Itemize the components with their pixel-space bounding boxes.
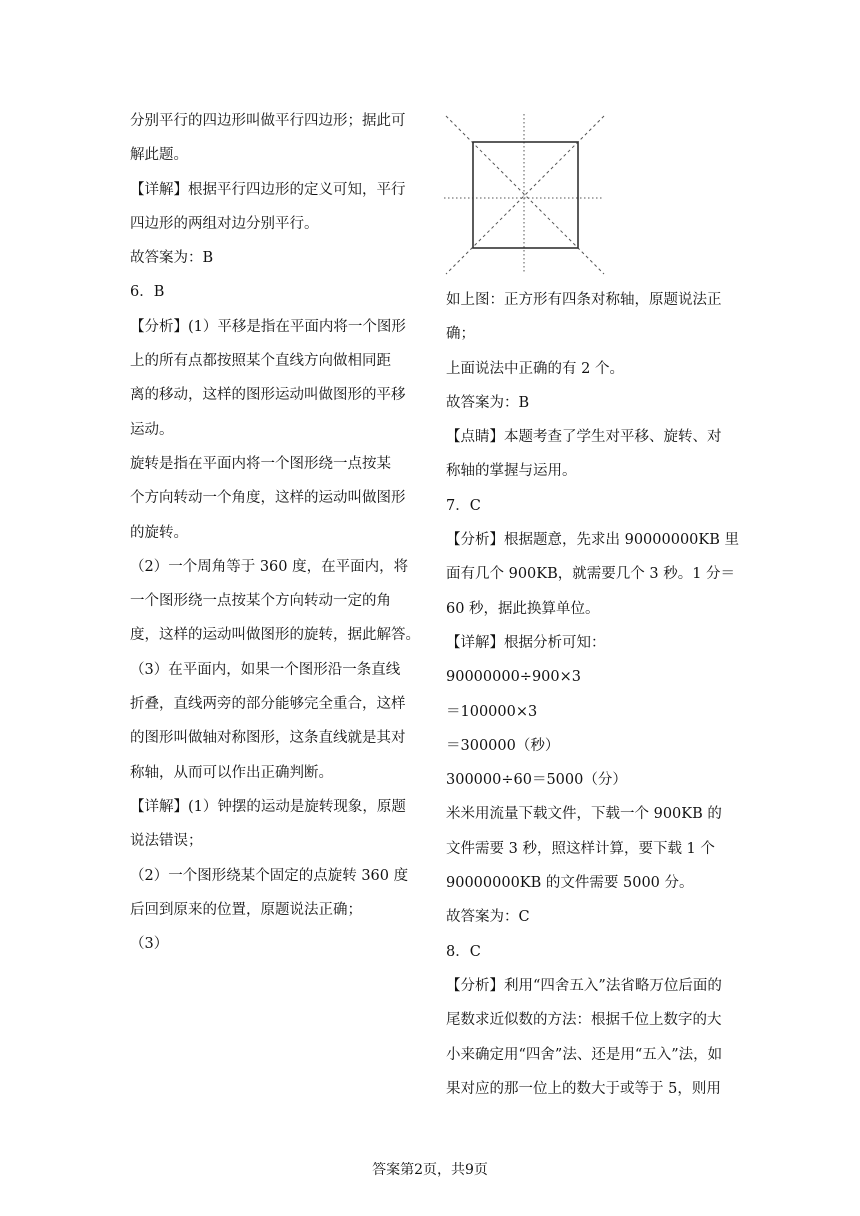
left-text-line: 上的所有点都按照某个直线方向做相同距 [130,353,391,370]
left-text-line: 分别平行的四边形叫做平行四边形；据此可 [130,113,406,129]
right-text-line: 果对应的那一位上的数大于或等于 5，则用 [446,1080,721,1097]
left-text-line: （2）一个周角等于 360 度，在平面内，将 [130,558,409,575]
left-text-line: （3） [130,936,169,953]
left-text-line: 【详解】(1）钟摆的运动是旋转现象，原题 [130,798,406,815]
diagonal-axis-1 [446,116,604,274]
right-text-line: 【分析】利用“四舍五入”法省略万位后面的 [446,977,722,994]
right-text-line: 米米用流量下载文件，下载一个 900KB 的 [446,806,722,823]
right-text-line: 如上图：正方形有四条对称轴，原题说法正 [446,292,722,308]
right-text-line: 文件需要 3 秒，照这样计算，要下载 1 个 [446,840,715,857]
left-text-line: 称轴，从而可以作出正确判断。 [130,764,333,781]
left-text-line: 6．B [130,284,165,301]
left-text-line: 一个图形绕一点按某个方向转动一定的角 [130,593,391,610]
right-text-line: 面有几个 900KB，就需要几个 3 秒。1 分＝ [446,566,736,583]
left-text-line: 的旋转。 [130,524,188,541]
square-symmetry-axes-figure [444,112,608,276]
right-text-line: 300000÷60＝5000（分） [446,772,627,789]
right-text-line: 故答案为：B [446,394,530,411]
left-text-line: 故答案为：B [130,250,214,267]
left-text-line: 折叠，直线两旁的部分能够完全重合，这样 [130,696,406,713]
right-text-line: 【详解】根据分析可知： [446,634,606,651]
right-text-line: 确； [446,326,475,343]
left-text-line: （3）在平面内，如果一个图形沿一条直线 [130,661,401,678]
left-text-line: 四边形的两组对边分别平行。 [130,215,319,232]
left-text-line: （2）一个图形绕某个固定的点旋转 360 度 [130,867,409,884]
right-text-line: 小来确定用“四舍”法、还是用“五入”法，如 [446,1046,723,1063]
left-text-line: 的图形叫做轴对称图形，这条直线就是其对 [130,730,406,747]
diagonal-axis-2 [446,116,604,274]
left-text-line: 个方向转动一个角度，这样的运动叫做图形 [130,490,406,507]
right-text-line: 称轴的掌握与运用。 [446,463,577,480]
right-column [446,283,740,1106]
left-text-line: 解此题。 [130,147,188,164]
page-footer: 答案第2页，共9页 [372,1162,488,1178]
right-text-line: 上面说法中正确的有 2 个。 [446,360,624,377]
left-text-line: 【分析】(1）平移是指在平面内将一个图形 [130,318,406,335]
right-text-line: ＝100000×3 [446,703,538,720]
right-text-line: 【分析】根据题意，先求出 90000000KB 里 [446,532,740,549]
left-text-line: 度，这样的运动叫做图形的旋转，据此解答。 [130,627,420,644]
right-text-line: 7．C [446,497,481,514]
right-text-line: 尾数求近似数的方法：根据千位上数字的大 [446,1012,722,1029]
left-text-line: 旋转是指在平面内将一个图形绕一点按某 [130,455,391,472]
left-text-line: 运动。 [130,421,174,438]
right-text-line: 90000000KB 的文件需要 5000 分。 [446,875,694,892]
left-text-line: 后回到原来的位置，原题说法正确； [130,901,362,918]
right-text-line: 8．C [446,943,481,960]
left-text-line: 说法错误； [130,833,203,850]
right-text-line: 【点睛】本题考查了学生对平移、旋转、对 [446,429,722,446]
left-column [130,104,418,961]
left-text-line: 离的移动，这样的图形运动叫做图形的平移 [130,387,406,404]
right-text-line: 故答案为：C [446,909,530,926]
left-text-line: 【详解】根据平行四边形的定义可知，平行 [130,181,406,198]
right-text-line: ＝300000（秒） [446,737,560,754]
right-text-line: 60 秒，据此换算单位。 [446,600,600,617]
right-text-line: 90000000÷900×3 [446,669,582,686]
